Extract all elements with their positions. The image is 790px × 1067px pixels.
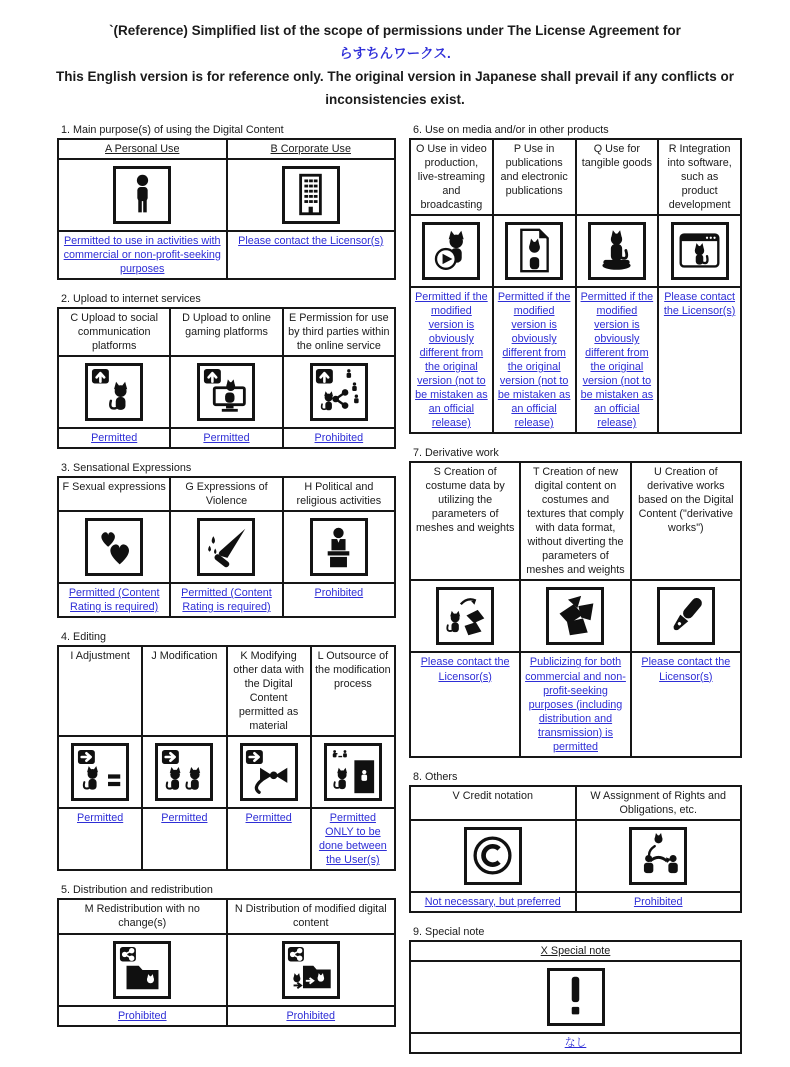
permission-status: Prohibited	[58, 1006, 227, 1026]
upload-social-icon	[85, 363, 143, 421]
section-6	[409, 124, 742, 434]
permission-status: Permitted (Content Rating is required)	[170, 583, 282, 617]
exclamation-icon	[547, 968, 605, 1026]
section-7	[409, 447, 742, 757]
item-icon-cell	[283, 511, 395, 583]
item-header: W Assignment of Rights and Obligations, etc.	[576, 786, 742, 820]
item-icon-cell	[227, 934, 396, 1006]
permission-status: Not necessary, but preferred	[410, 892, 576, 912]
section-2	[57, 293, 396, 449]
permission-table	[409, 785, 742, 913]
item-header: K Modifying other data with the Digital Content permitted as material	[227, 646, 311, 736]
permission-status: Prohibited	[283, 583, 395, 617]
section-title: 1. Main purpose(s) of using the Digital Content	[61, 123, 284, 136]
upload-gaming-icon	[197, 363, 255, 421]
item-icon-cell	[410, 580, 520, 652]
publication-icon	[505, 222, 563, 280]
title-line-1: `(Reference) Simplified list of the scope of permissions under The License Agreement for	[109, 23, 681, 38]
item-header: A Personal Use	[58, 139, 227, 159]
item-header: D Upload to online gaming platforms	[170, 308, 282, 356]
permission-table	[409, 940, 742, 1054]
pen-nib-icon	[657, 587, 715, 645]
document-title	[45, 20, 745, 112]
item-header: S Creation of costume data by utilizing the parameters of meshes and weights	[410, 462, 520, 580]
left-column	[57, 124, 396, 1040]
permission-table	[57, 898, 396, 1026]
section-title: 4. Editing	[61, 631, 107, 644]
item-header: U Creation of derivative works based on the Digital Content ("derivative works")	[631, 462, 741, 580]
item-icon-cell	[58, 159, 227, 231]
item-icon-cell	[493, 215, 576, 287]
tangible-goods-icon	[588, 222, 646, 280]
podium-speech-icon	[310, 518, 368, 576]
permission-status: Permitted to use in activities with commercial or non-profit-seeking purposes	[58, 231, 227, 279]
permission-status: Permitted ONLY to be done between the User(s)	[311, 808, 395, 870]
rights-assignment-icon	[629, 827, 687, 885]
right-column	[409, 124, 742, 1067]
video-production-icon	[422, 222, 480, 280]
item-icon-cell	[58, 356, 170, 428]
permission-status: Permitted if the modified version is obviously different from the original version (not to be mistaken as an official release)	[493, 287, 576, 433]
permission-status: Please contact the Licensor(s)	[658, 287, 741, 433]
copyright-icon	[464, 827, 522, 885]
corporate-building-icon	[282, 166, 340, 224]
item-icon-cell	[410, 961, 741, 1033]
item-header: O Use in video production, live-streaming and broadcasting	[410, 139, 493, 215]
section-title: 6. Use on media and/or in other products	[413, 123, 609, 136]
person-icon	[113, 166, 171, 224]
software-window-icon	[671, 222, 729, 280]
section-title: 7. Derivative work	[413, 447, 499, 460]
title-line-2-japanese: らすちんワークス.	[339, 45, 451, 61]
permission-status: Publicizing for both commercial and non-profit-seeking purposes (including distribution and transmission) is permitted	[520, 652, 630, 756]
item-header: E Permission for use by third parties within the online service	[283, 308, 395, 356]
item-header: J Modification	[142, 646, 226, 736]
hearts-icon	[85, 518, 143, 576]
item-header: G Expressions of Violence	[170, 477, 282, 511]
item-header: V Credit notation	[410, 786, 576, 820]
section-4	[57, 631, 396, 871]
item-header: I Adjustment	[58, 646, 142, 736]
item-icon-cell	[631, 580, 741, 652]
permission-status: Permitted	[227, 808, 311, 870]
permission-status: Permitted if the modified version is obviously different from the original version (not to be mistaken as an official release)	[576, 287, 659, 433]
item-icon-cell	[410, 820, 576, 892]
permission-table	[57, 476, 396, 618]
item-header: R Integration into software, such as product development	[658, 139, 741, 215]
item-icon-cell	[576, 215, 659, 287]
section-title: 9. Special note	[413, 925, 485, 938]
item-icon-cell	[283, 356, 395, 428]
item-icon-cell	[311, 736, 395, 808]
redistribution-folder-icon	[113, 941, 171, 999]
item-icon-cell	[658, 215, 741, 287]
section-9	[409, 926, 742, 1054]
item-icon-cell	[520, 580, 630, 652]
modification-icon	[155, 743, 213, 801]
item-header: F Sexual expressions	[58, 477, 170, 511]
item-icon-cell	[227, 736, 311, 808]
permission-table	[57, 645, 396, 871]
permission-table	[57, 138, 396, 280]
item-header: N Distribution of modified digital content	[227, 899, 396, 933]
item-header: Q Use for tangible goods	[576, 139, 659, 215]
permission-status: Prohibited	[227, 1006, 396, 1026]
item-icon-cell	[58, 511, 170, 583]
item-icon-cell	[58, 934, 227, 1006]
section-8	[409, 771, 742, 913]
item-icon-cell	[227, 159, 396, 231]
permission-table	[57, 307, 396, 449]
section-title: 8. Others	[413, 770, 458, 783]
item-header: M Redistribution with no change(s)	[58, 899, 227, 933]
permission-table	[409, 461, 742, 757]
permission-status: Permitted if the modified version is obviously different from the original version (not to be mistaken as an official release)	[410, 287, 493, 433]
item-header: L Outsource of the modification process	[311, 646, 395, 736]
permission-status: Please contact the Licensor(s)	[227, 231, 396, 279]
permission-status: Prohibited	[576, 892, 742, 912]
costume-texture-icon	[546, 587, 604, 645]
upload-third-party-icon	[310, 363, 368, 421]
permission-status: Permitted	[170, 428, 282, 448]
section-5	[57, 884, 396, 1026]
section-title: 3. Sensational Expressions	[61, 462, 192, 474]
item-icon-cell	[410, 215, 493, 287]
permission-table	[409, 138, 742, 434]
item-header: X Special note	[410, 941, 741, 961]
costume-data-icon	[436, 587, 494, 645]
item-icon-cell	[170, 511, 282, 583]
section-1	[57, 124, 396, 280]
section-title: 5. Distribution and redistribution	[61, 884, 213, 897]
item-header: H Political and religious activities	[283, 477, 395, 511]
item-header: B Corporate Use	[227, 139, 396, 159]
title-line-3: This English version is for reference only. The original version in Japanese shall prevail if any conflicts or inconsistencies exist.	[56, 68, 734, 107]
permission-status: Permitted (Content Rating is required)	[58, 583, 170, 617]
item-header: P Use in publications and electronic publications	[493, 139, 576, 215]
permission-status: Please contact the Licensor(s)	[410, 652, 520, 756]
permission-status: Prohibited	[283, 428, 395, 448]
section-3	[57, 462, 396, 618]
permission-status: Permitted	[142, 808, 226, 870]
knife-icon	[197, 518, 255, 576]
section-title: 2. Upload to internet services	[61, 292, 201, 305]
item-header: C Upload to social communication platforms	[58, 308, 170, 356]
permission-status: Permitted	[58, 428, 170, 448]
permissions-grid	[57, 124, 790, 1067]
item-icon-cell	[142, 736, 226, 808]
item-icon-cell	[58, 736, 142, 808]
permission-status: Please contact the Licensor(s)	[631, 652, 741, 756]
adjustment-icon	[71, 743, 129, 801]
item-icon-cell	[170, 356, 282, 428]
item-icon-cell	[576, 820, 742, 892]
permission-status: なし	[410, 1033, 741, 1053]
permission-status: Permitted	[58, 808, 142, 870]
item-header: T Creation of new digital content on costumes and textures that comply with data format, without diverting the parameters of meshes and weights	[520, 462, 630, 580]
outsource-icon	[324, 743, 382, 801]
modified-distribution-icon	[282, 941, 340, 999]
material-bow-icon	[240, 743, 298, 801]
